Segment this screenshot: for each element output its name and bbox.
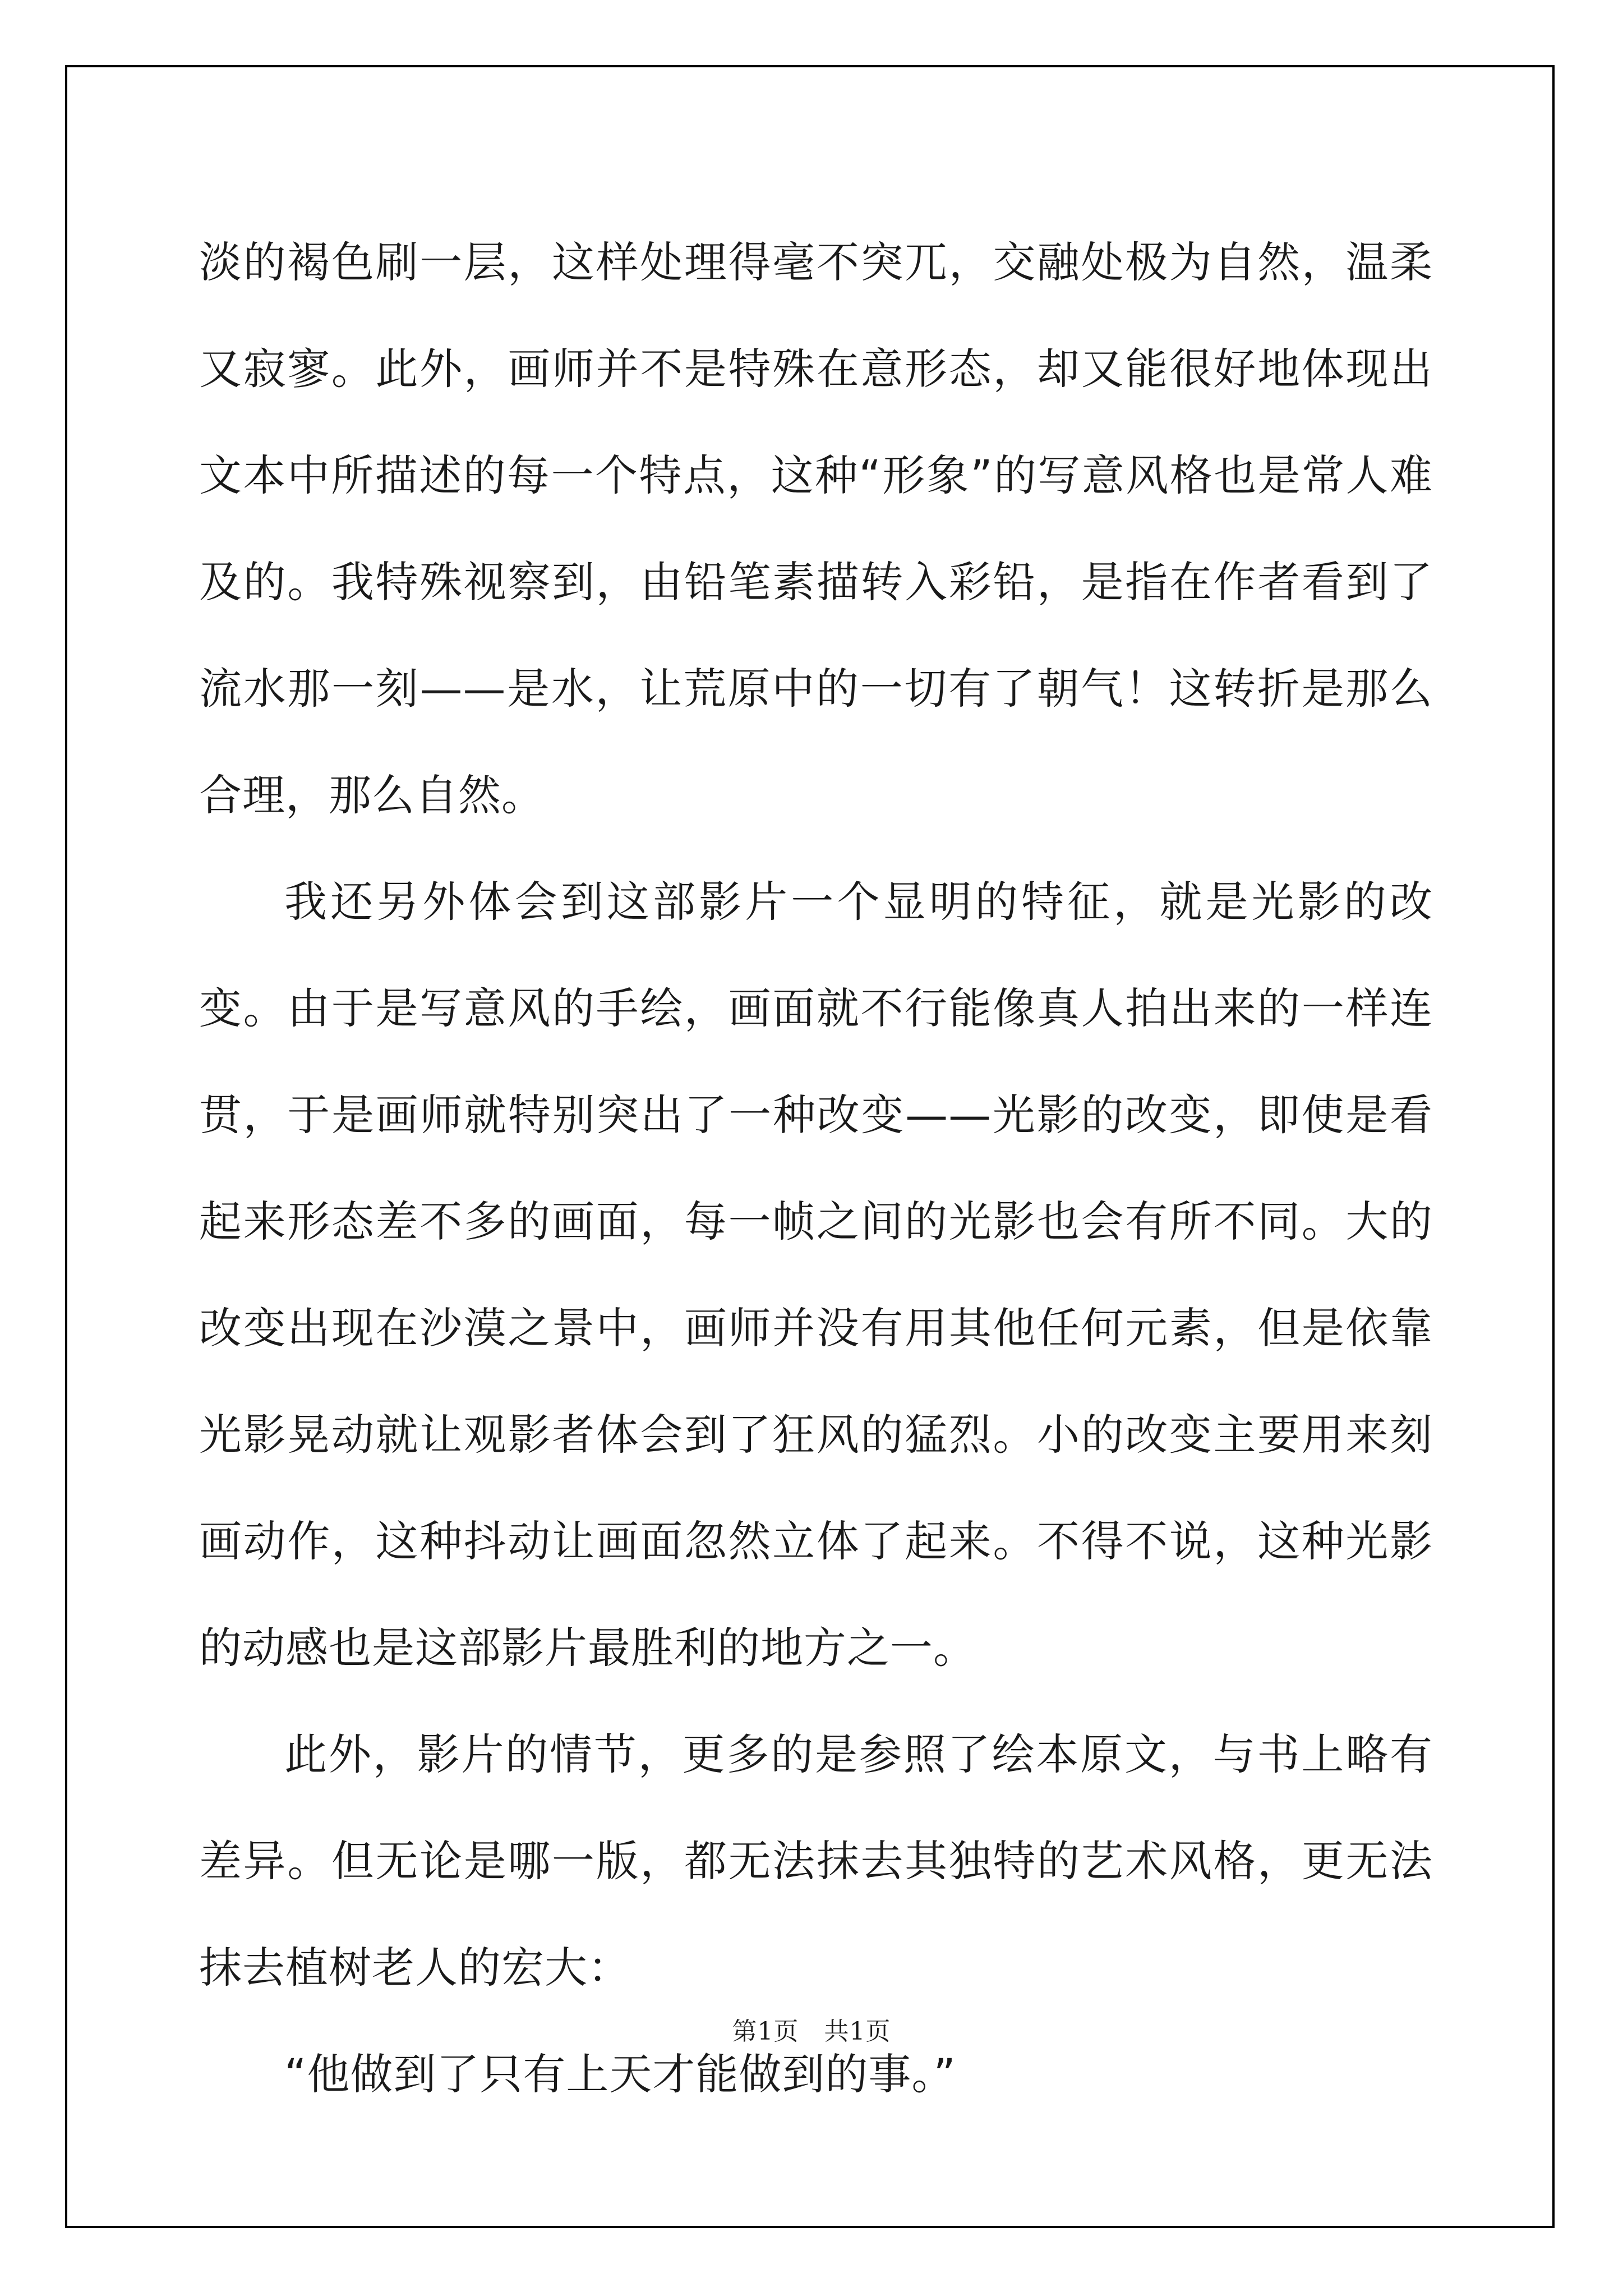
paragraph-3: 此外，影片的情节，更多的是参照了绘本原文，与书上略有差异。但无论是哪一版，都无法抹去其独特的艺术风格，更无法抹去植树老人的宏大： (199, 1729, 1433, 1993)
paragraph-2: 我还另外体会到这部影片一个显明的特征，就是光影的改变。由于是写意风的手绘，画面就不行能像真人拍出来的一样连贯，于是画师就特别突出了一种改变——光影的改变，即使是看起来形态差不多的画面，每一帧之间的光影也会有所不同。大的改变出现在沙漠之景中，画师并没有用其他任何元素，但是依靠光影晃动就让观影者体会到了狂风的猛烈。小的改变主要用来刻画动作，这种抖动让画面忽然立体了起来。不得不说，这种光影的动感也是这部影片最胜利的地方之一。 (199, 877, 1433, 1673)
document-body (199, 209, 1433, 2128)
quote-line: “他做到了只有上天才能做到的事。” (284, 2049, 956, 2099)
paragraph-1: 淡的褐色刷一层，这样处理得毫不突兀，交融处极为自然，温柔又寂寥。此外，画师并不是特殊在意形态，却又能很好地体现出文本中所描述的每一个特点，这种“形象”的写意风格也是常人难及的。我特殊视察到，由铅笔素描转入彩铅，是指在作者看到了流水那一刻——是水，让荒原中的一切有了朝气！这转折是那么合理，那么自然。 (199, 237, 1433, 820)
page-number-footer: 第1页 共1页 (732, 2017, 891, 2046)
